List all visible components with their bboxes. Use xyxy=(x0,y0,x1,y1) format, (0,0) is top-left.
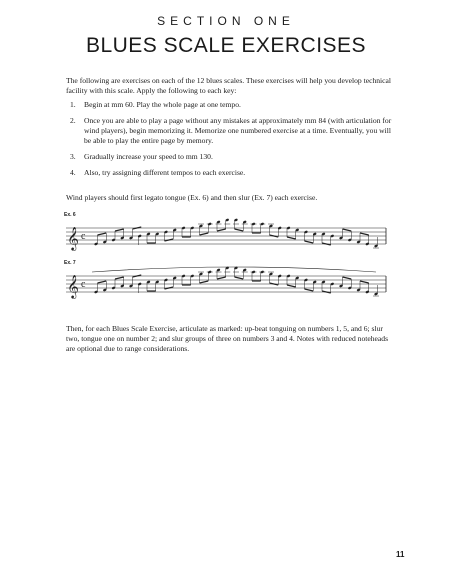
list-item-number: 2. xyxy=(70,116,76,125)
note-beam xyxy=(115,229,124,231)
list-item xyxy=(70,100,392,110)
list-item xyxy=(70,152,392,162)
note-beam xyxy=(287,285,296,287)
note-beam xyxy=(98,281,107,283)
common-time-icon: c xyxy=(81,279,86,290)
list-item-number: 3. xyxy=(70,152,76,161)
note-beam xyxy=(235,277,244,279)
treble-clef-icon: 𝄞 xyxy=(67,274,79,298)
list-item xyxy=(70,116,392,146)
note-beam xyxy=(200,281,209,283)
notes-ex6 xyxy=(94,218,379,248)
list-item-number: 4. xyxy=(70,168,76,177)
list-item xyxy=(70,168,392,178)
notes-ex7 xyxy=(94,266,379,296)
note-beam xyxy=(343,229,352,231)
note-beam xyxy=(287,237,296,239)
page-number: 11 xyxy=(396,550,405,559)
treble-clef-icon: 𝄞 xyxy=(67,226,79,250)
staff-ex7 xyxy=(64,266,388,302)
list-item-text: Once you are able to play a page without any mistakes at approximately mm 84 (with articulation for wind players), begin memorizing it. Memorize one numbered exercise at a time. Eventually, you will be able to play the entire page by memory. xyxy=(84,116,392,145)
note-beam xyxy=(305,289,314,291)
list-item-number: 1. xyxy=(70,100,76,109)
note-beam xyxy=(217,229,226,231)
note-beam xyxy=(217,277,226,279)
section-label: SECTION ONE xyxy=(157,14,295,28)
note-beam xyxy=(343,277,352,279)
wind-note: Wind players should first legato tongue (Ex. 6) and then slur (Ex. 7) each exercise. xyxy=(66,193,318,202)
example-label-ex6: Ex. 6 xyxy=(64,212,76,218)
note-beam xyxy=(115,277,124,279)
note-beam xyxy=(360,233,369,235)
note-beam xyxy=(200,233,209,235)
list-item-text: Gradually increase your speed to mm 130. xyxy=(84,152,213,161)
note-beam xyxy=(98,233,107,235)
note-beam xyxy=(305,241,314,243)
note-beam xyxy=(360,281,369,283)
slur-mark xyxy=(92,267,376,272)
note-beam xyxy=(235,229,244,231)
page-title: BLUES SCALE EXERCISES xyxy=(85,34,367,57)
staff-ex6 xyxy=(64,218,388,254)
list-item-text: Begin at mm 60. Play the whole page at one tempo. xyxy=(84,100,241,109)
example-label-ex7: Ex. 7 xyxy=(64,260,76,266)
list-item-text: Also, try assigning different tempos to each exercise. xyxy=(84,168,246,177)
intro-paragraph: The following are exercises on each of the 12 blues scales. These exercises will help you develop technical facility with this scale. Apply the following to each key: xyxy=(66,76,392,95)
instruction-list xyxy=(70,100,392,184)
footer-paragraph: Then, for each Blues Scale Exercise, articulate as marked: up-beat tonguing on numbers 1, 5, and 6; slur two, tongue one on number 2; and slur groups of three on numbers 3 and 4. Notes with reduced noteheads are optional due to range considerations. xyxy=(66,324,389,353)
common-time-icon: c xyxy=(81,231,86,242)
